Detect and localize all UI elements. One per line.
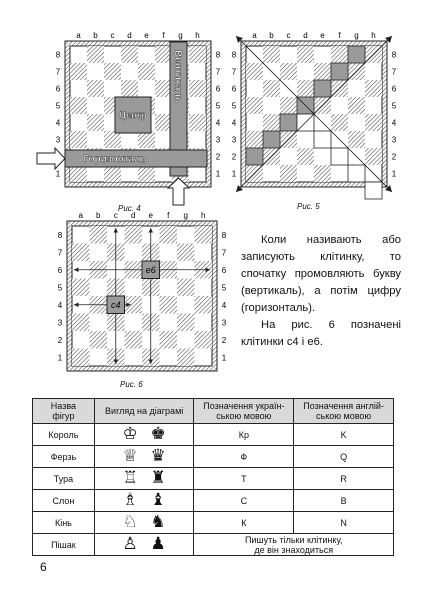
dark-square [138, 165, 155, 182]
white-bishop-icon: ♗ [122, 490, 138, 510]
dark-square [348, 131, 365, 148]
dark-square [365, 114, 382, 131]
dark-square [280, 63, 297, 80]
file-label: g [178, 31, 183, 40]
dark-square [331, 46, 348, 63]
white-queen-icon: ♕ [122, 446, 138, 466]
diagonal-square-dark [263, 131, 280, 148]
dark-square [189, 114, 206, 131]
dark-square [70, 131, 87, 148]
piece-glyphs [94, 490, 194, 512]
piece-glyphs [94, 424, 194, 446]
file-label: a [252, 31, 257, 40]
dark-square [263, 80, 280, 97]
dark-square [189, 46, 206, 63]
dark-square [331, 114, 348, 131]
dark-square [72, 314, 90, 332]
rank-label: 1 [391, 169, 397, 179]
dark-square [70, 97, 87, 114]
file-label: f [338, 31, 341, 40]
en-notation: K [294, 424, 394, 446]
rank-label: 1 [231, 169, 237, 179]
rank-label: 1 [221, 353, 227, 363]
piece-glyphs [94, 468, 194, 490]
square-e6-label: e6 [145, 264, 156, 275]
dark-square [138, 63, 155, 80]
table-row [33, 424, 394, 446]
black-rook-icon: ♜ [150, 468, 166, 488]
ua-notation: К [194, 512, 294, 534]
paragraph-naming-rule: Коли називають або записують клітинку, то спочатку промовляють букву (вертикаль), а потім цифру (горизонталь). [241, 234, 401, 314]
rank-label: 4 [221, 300, 227, 310]
figure-4-board [35, 31, 221, 205]
diagonal-square-light [348, 165, 365, 182]
black-queen-icon: ♛ [150, 446, 166, 466]
rank-label: 2 [215, 152, 221, 162]
table-row [33, 534, 394, 556]
rank-label: 8 [55, 50, 61, 60]
table-row [33, 468, 394, 490]
dark-square [87, 114, 104, 131]
white-knight-icon: ♘ [122, 512, 138, 532]
rank-label: 5 [391, 101, 397, 111]
dark-square [246, 63, 263, 80]
file-label: f [167, 211, 170, 220]
dark-square [90, 226, 108, 244]
pawn-note: Пишуть тільки клітинку, де він знаходиться [194, 534, 394, 556]
white-rook-icon: ♖ [122, 468, 138, 488]
rank-label: 6 [221, 265, 227, 275]
file-label: d [127, 31, 132, 40]
rank-label: 6 [215, 84, 221, 94]
en-notation: N [294, 512, 394, 534]
dark-square [280, 165, 297, 182]
dark-square [195, 331, 213, 349]
piece-glyphs [94, 534, 194, 556]
rank-label: 2 [231, 152, 237, 162]
rank-label: 3 [55, 135, 61, 145]
rank-label: 7 [55, 67, 61, 77]
figure-6-caption: Рис. 6 [120, 380, 143, 389]
dark-square [297, 148, 314, 165]
center-label: Центр [119, 110, 147, 120]
file-label: b [96, 211, 101, 220]
rank-label: 8 [221, 230, 227, 240]
file-label: b [93, 31, 98, 40]
black-pawn-icon: ♟ [150, 534, 166, 554]
piece-name: Пішак [33, 534, 95, 556]
header-ukrainian-notation: Позначення україн- ською мовою [194, 399, 294, 424]
pieces-notation-table [32, 398, 394, 556]
vertical-label: Вертикаль [172, 50, 183, 103]
dark-square [263, 46, 280, 63]
en-notation: B [294, 490, 394, 512]
dark-square [121, 80, 138, 97]
file-label: e [148, 211, 153, 220]
dark-square [155, 80, 172, 97]
diagonal-square-light [331, 148, 348, 165]
diagonal-square-dark [331, 63, 348, 80]
figure-6-board [50, 211, 227, 378]
table-header-row [33, 399, 394, 424]
dark-square [195, 296, 213, 314]
ua-notation: С [194, 490, 294, 512]
rank-label: 4 [391, 118, 397, 128]
diagonal-square-light [314, 131, 331, 148]
rank-label: 7 [391, 67, 397, 77]
file-label: g [183, 211, 188, 220]
rank-label: 7 [57, 248, 63, 258]
piece-name: Тура [33, 468, 95, 490]
rank-label: 7 [215, 67, 221, 77]
rank-label: 6 [231, 84, 237, 94]
dark-square [280, 97, 297, 114]
dark-square [70, 63, 87, 80]
square-c4-label: c4 [110, 299, 121, 310]
rank-label: 3 [215, 135, 221, 145]
dark-square [160, 226, 178, 244]
piece-glyphs [94, 512, 194, 534]
rank-label: 5 [215, 101, 221, 111]
diagonal-square-dark [246, 148, 263, 165]
file-label: f [162, 31, 165, 40]
rank-label: 6 [57, 265, 63, 275]
header-piece-name: Назва фігур [33, 399, 95, 424]
dark-square [177, 314, 195, 332]
rank-label: 8 [231, 50, 237, 60]
table-row [33, 512, 394, 534]
header-diagram-view: Вигляд на діаграмі [94, 399, 194, 424]
white-pawn-icon: ♙ [122, 534, 138, 554]
dark-square [72, 279, 90, 297]
white-king-icon: ♔ [122, 424, 138, 444]
dark-square [297, 46, 314, 63]
black-knight-icon: ♞ [150, 512, 166, 532]
rank-label: 8 [215, 50, 221, 60]
diagonal-square-dark [280, 114, 297, 131]
black-bishop-icon: ♝ [150, 490, 166, 510]
file-label: h [195, 31, 200, 40]
dark-square [314, 165, 331, 182]
rank-label: 5 [55, 101, 61, 111]
header-english-notation: Позначення англій- ською мовою [294, 399, 394, 424]
dark-square [177, 279, 195, 297]
diagonal-square-dark [314, 80, 331, 97]
rank-label: 2 [221, 335, 227, 345]
dark-square [104, 63, 121, 80]
dark-square [104, 131, 121, 148]
dark-square [177, 349, 195, 367]
dark-square [314, 63, 331, 80]
rank-label: 1 [55, 169, 61, 179]
dark-square [246, 97, 263, 114]
piece-name: Ферзь [33, 446, 95, 468]
dark-square [348, 97, 365, 114]
dark-square [104, 165, 121, 182]
rank-label: 8 [57, 230, 63, 240]
file-label: c [286, 31, 291, 40]
file-label: e [144, 31, 149, 40]
dark-square [72, 244, 90, 262]
horizontal-label: Горизонталь [83, 154, 147, 165]
rank-label: 5 [231, 101, 237, 111]
rank-label: 7 [221, 248, 227, 258]
dark-square [70, 165, 87, 182]
paragraph-figure-6: На рис. 6 позначені клітинки c4 і e6. [241, 319, 401, 348]
piece-name: Король [33, 424, 95, 446]
dark-square [155, 114, 172, 131]
file-label: a [76, 31, 81, 40]
file-label: d [131, 211, 136, 220]
ua-notation: Кр [194, 424, 294, 446]
dark-square [365, 80, 382, 97]
rank-label: 6 [391, 84, 397, 94]
rank-label: 5 [221, 283, 227, 293]
table-row [33, 490, 394, 512]
dark-square [125, 331, 143, 349]
ua-notation: Ф [194, 446, 294, 468]
dark-square [195, 226, 213, 244]
dark-square [72, 349, 90, 367]
page-number: 6 [40, 560, 47, 574]
rank-label: 4 [55, 118, 61, 128]
rank-label: 3 [231, 135, 237, 145]
dark-square [297, 80, 314, 97]
dark-square [177, 244, 195, 262]
piece-name: Слон [33, 490, 95, 512]
piece-glyphs [94, 446, 194, 468]
dark-square [125, 226, 143, 244]
dark-square [87, 46, 104, 63]
dark-square [87, 80, 104, 97]
rank-label: 7 [231, 67, 237, 77]
figure-5-board [230, 31, 397, 200]
rank-label: 1 [215, 169, 221, 179]
rank-label: 4 [57, 300, 63, 310]
file-label: a [78, 211, 83, 220]
dark-square [90, 331, 108, 349]
file-label: g [354, 31, 359, 40]
file-label: c [110, 31, 115, 40]
en-notation: Q [294, 446, 394, 468]
en-notation: R [294, 468, 394, 490]
rank-label: 5 [57, 283, 63, 293]
file-label: c [113, 211, 118, 220]
dark-square [246, 131, 263, 148]
rank-label: 6 [55, 84, 61, 94]
arrow-right-icon [37, 148, 65, 169]
diagonal-square-light [365, 182, 382, 199]
file-label: d [303, 31, 308, 40]
rank-label: 3 [221, 318, 227, 328]
dark-square [160, 331, 178, 349]
dark-square [189, 80, 206, 97]
explanation-text [241, 232, 401, 351]
file-label: h [201, 211, 206, 220]
table-row [33, 446, 394, 468]
rank-label: 8 [391, 50, 397, 60]
file-label: b [269, 31, 274, 40]
diagonal-square-dark [348, 46, 365, 63]
rank-label: 4 [231, 118, 237, 128]
file-label: e [320, 31, 325, 40]
dark-square [365, 148, 382, 165]
dark-square [160, 296, 178, 314]
rank-label: 2 [391, 152, 397, 162]
dark-square [155, 46, 172, 63]
ua-notation: Т [194, 468, 294, 490]
figure-5-caption: Рис. 5 [297, 202, 320, 211]
black-king-icon: ♚ [150, 424, 166, 444]
piece-name: Кінь [33, 512, 95, 534]
rank-label: 4 [215, 118, 221, 128]
rank-label: 1 [57, 353, 63, 363]
dark-square [263, 114, 280, 131]
dark-square [138, 131, 155, 148]
rank-label: 3 [57, 318, 63, 328]
rank-label: 3 [391, 135, 397, 145]
rank-label: 2 [57, 335, 63, 345]
dark-square [121, 46, 138, 63]
figure-4-caption: Рис. 4 [118, 204, 141, 213]
file-label: h [371, 31, 376, 40]
